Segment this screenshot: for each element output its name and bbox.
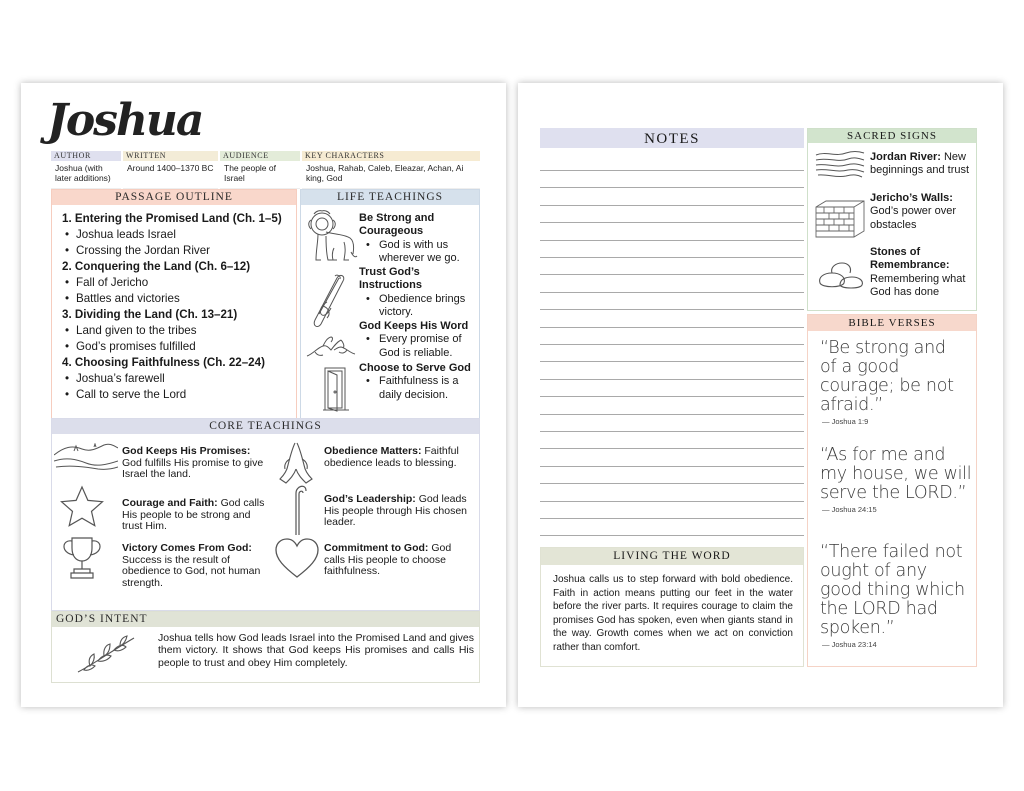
note-line [540, 535, 804, 536]
note-line [540, 414, 804, 415]
note-line [540, 170, 804, 171]
outline-section: 1. Entering the Promised Land (Ch. 1–5) [62, 212, 282, 225]
page-title: Joshua [47, 95, 203, 146]
sacred-signs-panel [807, 128, 977, 311]
note-line [540, 274, 804, 275]
sacred-signs-header: SACRED SIGNS [808, 129, 976, 143]
living-the-word-text: Joshua calls us to step forward with bold obedience. Faith in action means putting our feet in the water before the river parts. It requires courage to claim the promises God has spoken, even when giants stand in the way. Growth comes when we act on conviction rather than comfort. [553, 574, 793, 653]
life-teaching-title: Choose to Serve God [359, 362, 471, 374]
bible-verses-panel [807, 314, 977, 667]
right-page [518, 83, 1003, 707]
life-teachings-panel [300, 189, 480, 420]
core-teaching-title: Obedience Matters: [324, 445, 422, 457]
heart-icon [274, 537, 320, 579]
written-cell [123, 151, 218, 189]
note-line [540, 501, 804, 502]
core-teaching-item [324, 446, 474, 469]
life-teaching-title: God Keeps His Word [359, 320, 469, 332]
core-teaching-text: Faithful obedience leads to blessing. [324, 445, 459, 469]
pinky-promise-icon [305, 332, 357, 362]
core-teaching-item [122, 498, 272, 533]
note-line [540, 240, 804, 241]
core-teaching-text: God calls His people to choose faithfulness. [324, 542, 452, 578]
core-teachings-panel [51, 418, 480, 611]
notes-panel [540, 128, 804, 541]
characters-cell [302, 151, 480, 189]
note-line [540, 344, 804, 345]
core-teaching-text: God fulfills His promise to give Israel the land. [122, 456, 264, 481]
outline-item: • Battles and victories [62, 291, 296, 307]
outline-item: • Joshua’s farewell [62, 371, 296, 387]
author-label: AUTHOR [51, 151, 121, 161]
life-teaching-title: Be Strong and Courageous [359, 212, 435, 238]
sacred-sign-text: God’s power over obstacles [870, 205, 957, 231]
core-teaching-item [324, 494, 474, 529]
life-teaching-item [359, 320, 479, 360]
passage-outline-list [52, 205, 296, 403]
passage-outline-panel [51, 189, 297, 420]
note-line [540, 222, 804, 223]
note-line [540, 257, 804, 258]
star-icon [60, 485, 104, 529]
outline-item: • Land given to the tribes [62, 323, 296, 339]
outline-section: 2. Conquering the Land (Ch. 6–12) [62, 260, 251, 273]
core-teaching-title: Courage and Faith: [122, 497, 218, 509]
written-label: WRITTEN [123, 151, 218, 161]
door-icon [323, 366, 349, 412]
living-the-word-panel [540, 547, 804, 667]
life-teaching-bullet: • Every promise of God is reliable. [359, 333, 479, 360]
verse-quote: “As for me and my house, we will serve the LORD.” [820, 445, 972, 503]
life-teaching-bullet: • Obedience brings victory. [359, 293, 479, 320]
characters-label: KEY CHARACTERS [302, 151, 480, 161]
olive-branch-icon [76, 634, 138, 674]
core-teaching-title: Victory Comes From God: [122, 542, 252, 554]
core-teachings-header: CORE TEACHINGS [52, 419, 479, 434]
outline-item: • Joshua leads Israel [62, 227, 296, 243]
scroll-icon [307, 270, 349, 328]
note-line [540, 205, 804, 206]
outline-section: 4. Choosing Faithfulness (Ch. 22–24) [62, 356, 265, 369]
gods-intent-panel [51, 611, 480, 683]
notes-header: NOTES [540, 128, 804, 148]
characters-value: Joshua, Rahab, Caleb, Eleazar, Achan, Ai king, God [302, 161, 480, 189]
stones-icon [816, 257, 866, 291]
sacred-sign-item [870, 246, 976, 299]
living-the-word-header: LIVING THE WORD [541, 548, 803, 565]
note-line [540, 361, 804, 362]
sacred-sign-text: Remembering what God has done [870, 272, 966, 298]
life-teaching-item [359, 212, 479, 266]
outline-item: • Call to serve the Lord [62, 387, 296, 403]
verse-quote: “Be strong and of a good courage; be not afraid.” [820, 338, 954, 415]
note-line [540, 466, 804, 467]
outline-item: • Fall of Jericho [62, 275, 296, 291]
landscape-icon [54, 443, 118, 471]
lion-icon [304, 208, 360, 272]
outline-section: 3. Dividing the Land (Ch. 13–21) [62, 308, 238, 321]
core-teaching-item [122, 446, 272, 481]
core-teaching-item [324, 543, 464, 578]
gods-intent-header: GOD’S INTENT [52, 612, 479, 627]
life-teachings-header: LIFE TEACHINGS [301, 190, 479, 205]
core-teaching-text: God leads His people through His chosen leader. [324, 493, 468, 529]
outline-item: • Crossing the Jordan River [62, 243, 296, 259]
core-teaching-text: Success is the result of obedience to God, not human strength. [122, 553, 261, 589]
bible-verses-header: BIBLE VERSES [808, 315, 976, 331]
note-line [540, 518, 804, 519]
verse-reference: — Joshua 24:15 [822, 505, 877, 514]
core-teaching-title: God Keeps His Promises: [122, 445, 251, 457]
life-teaching-bullet: • God is with us wherever we go. [359, 239, 479, 266]
core-teaching-item [122, 543, 270, 589]
audience-value: The people of Israel [220, 161, 300, 189]
sacred-sign-text: New beginnings and trust [870, 151, 970, 177]
gods-intent-text: Joshua tells how God leads Israel into the Promised Land and gives them victory. It shows that God keeps His promises and calls His people to trust and obey Him completely. [158, 632, 474, 669]
sacred-sign-item [870, 192, 976, 232]
sacred-sign-title: Stones of Remembrance: [870, 246, 950, 272]
life-teaching-item [359, 266, 479, 320]
life-teaching-bullet: • Faithfulness is a daily decision. [359, 375, 479, 402]
trophy-icon [60, 534, 104, 582]
sacred-sign-item [870, 151, 976, 178]
author-value: Joshua (with later additions) [51, 161, 121, 189]
core-teaching-title: God’s Leadership: [324, 493, 416, 505]
note-line [540, 448, 804, 449]
written-value: Around 1400–1370 BC [123, 161, 218, 189]
outline-item: • God’s promises fulfilled [62, 339, 296, 355]
verse-quote: “There failed not ought of any good thing which the LORD had spoken.” [820, 542, 965, 638]
note-line [540, 396, 804, 397]
note-line [540, 187, 804, 188]
note-line [540, 483, 804, 484]
note-line [540, 379, 804, 380]
brick-wall-icon [814, 199, 866, 239]
audience-cell [220, 151, 300, 189]
staff-icon [288, 481, 308, 537]
book-info-bar [51, 151, 480, 189]
sacred-sign-title: Jericho’s Walls: [870, 192, 953, 204]
note-line [540, 327, 804, 328]
verse-reference: — Joshua 23:14 [822, 640, 877, 649]
praying-hands-icon [278, 441, 314, 485]
note-line [540, 309, 804, 310]
core-teaching-text: God calls His people to be strong and trust Him. [122, 497, 265, 533]
life-teaching-item [359, 362, 479, 402]
audience-label: AUDIENCE [220, 151, 300, 161]
author-cell [51, 151, 121, 189]
life-teaching-title: Trust God’s Instructions [359, 266, 422, 292]
river-icon [814, 149, 866, 181]
sacred-sign-title: Jordan River: [870, 151, 941, 163]
verse-reference: — Joshua 1:9 [822, 417, 869, 426]
core-teaching-title: Commitment to God: [324, 542, 429, 554]
note-line [540, 292, 804, 293]
note-line [540, 431, 804, 432]
left-page [21, 83, 506, 707]
passage-outline-header: PASSAGE OUTLINE [52, 190, 296, 205]
